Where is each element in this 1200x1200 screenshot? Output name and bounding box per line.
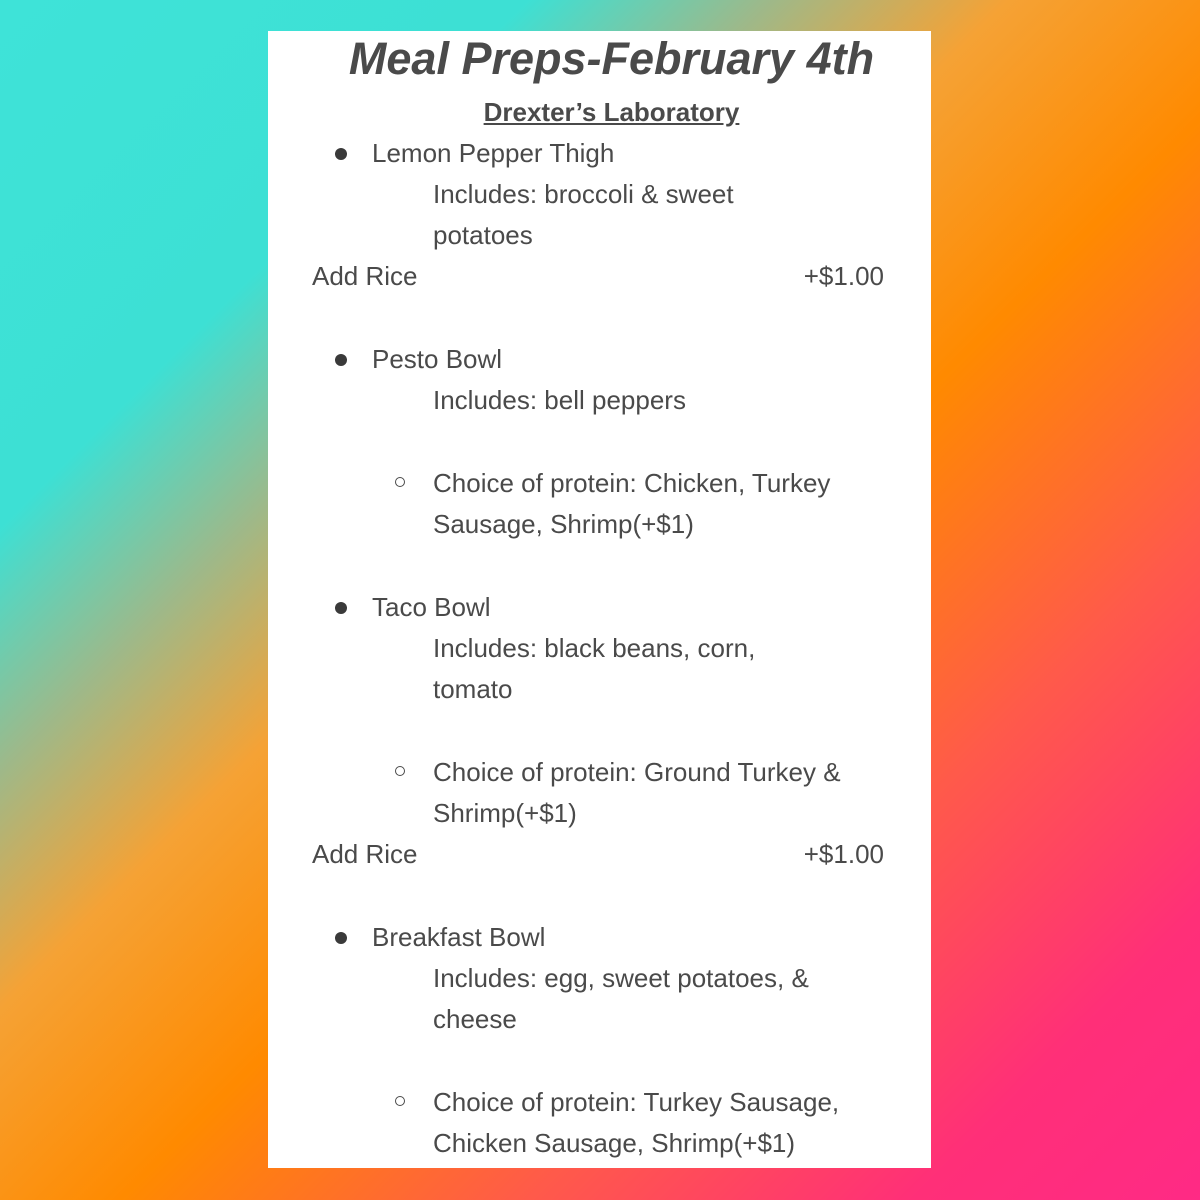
add-rice-price: +$1.00 [803,839,884,869]
item-choice-line: Choice of protein: Chicken, Turkey [433,468,831,498]
add-rice-price: +$1.00 [803,261,884,291]
bullet-icon [335,354,347,366]
item-name-pesto-bowl: Pesto Bowl [372,344,503,374]
bullet-icon [335,932,347,944]
item-choice-line: Choice of protein: Ground Turkey & [433,757,841,787]
add-rice-label: Add Rice [312,261,418,291]
item-includes-line: Includes: broccoli & sweet [433,179,734,209]
sub-bullet-icon [395,766,405,776]
item-choice-line: Shrimp(+$1) [433,798,577,828]
sub-bullet-icon [395,1096,405,1106]
page-subtitle: Drexter’s Laboratory [483,97,740,127]
item-includes-line: tomato [433,674,513,704]
add-rice-label: Add Rice [312,839,418,869]
item-name-breakfast-bowl: Breakfast Bowl [372,922,546,952]
item-choice-line: Choice of protein: Turkey Sausage, [433,1087,840,1117]
item-name-taco-bowl: Taco Bowl [372,592,491,622]
item-choice-line: Chicken Sausage, Shrimp(+$1) [433,1128,796,1158]
item-includes-line: Includes: black beans, corn, [433,633,756,663]
bullet-icon [335,602,347,614]
item-name-lemon-pepper-thigh: Lemon Pepper Thigh [372,138,615,168]
item-includes-line: Includes: egg, sweet potatoes, & [433,963,809,993]
item-includes-line: Includes: bell peppers [433,385,686,415]
bullet-icon [335,148,347,160]
menu-document [268,31,931,1168]
item-includes-line: cheese [433,1004,517,1034]
page-title: Meal Preps-February 4th [348,33,875,84]
sub-bullet-icon [395,477,405,487]
item-includes-line: potatoes [433,220,533,250]
item-choice-line: Sausage, Shrimp(+$1) [433,509,694,539]
